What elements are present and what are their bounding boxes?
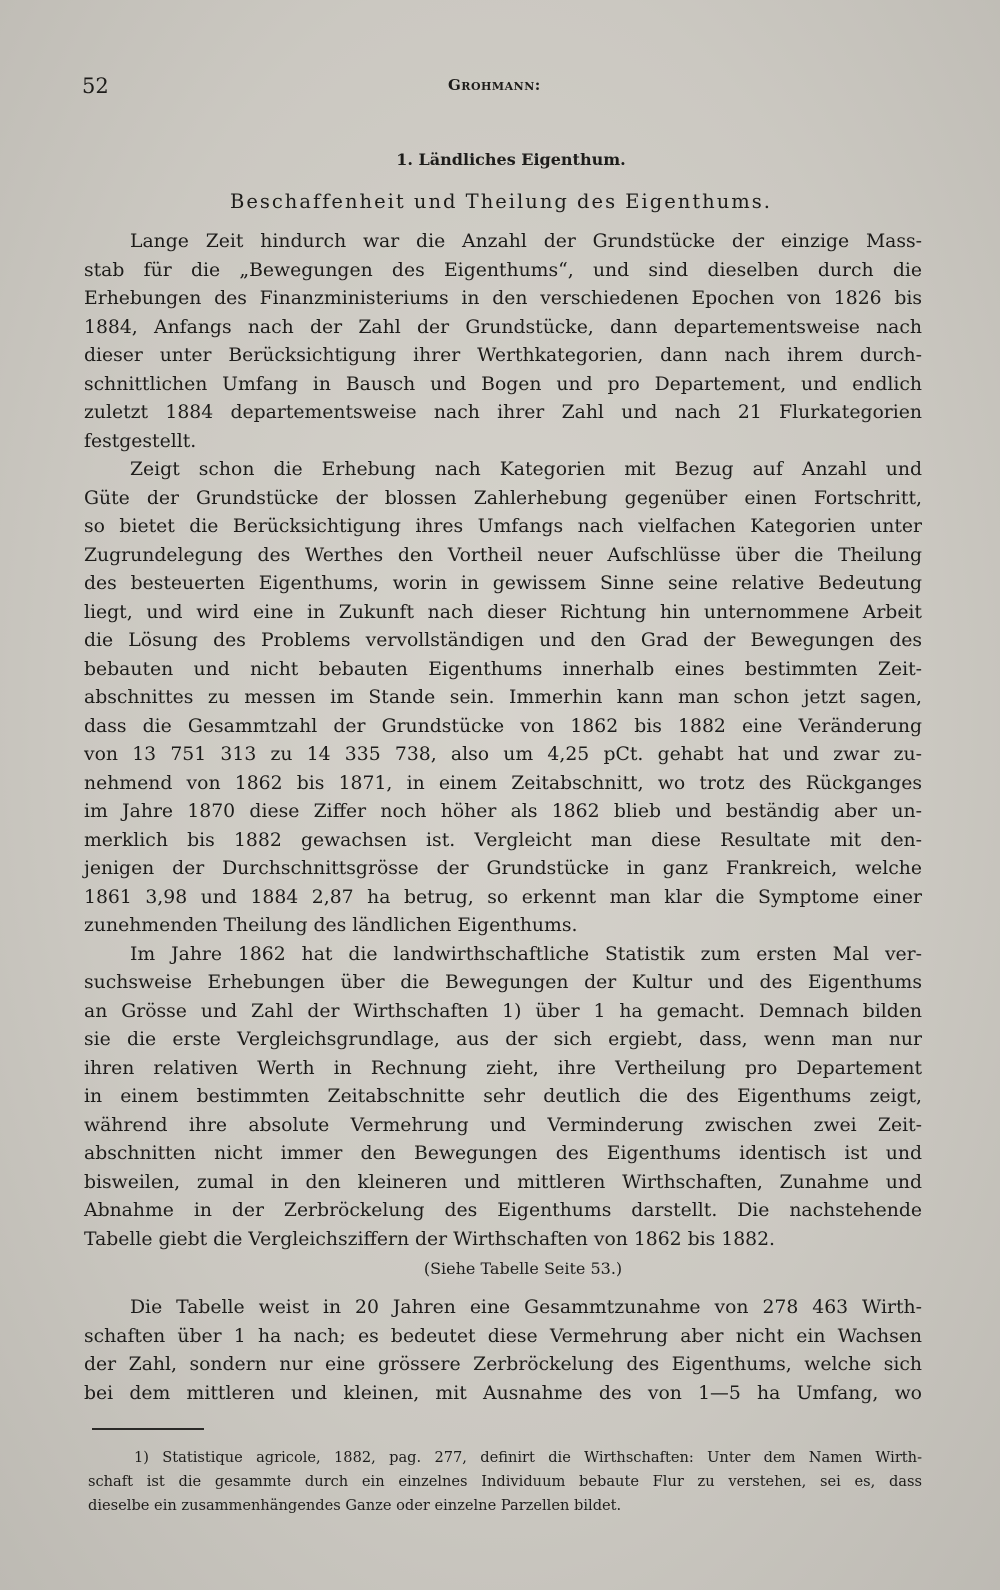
footnote-line: schaft ist die gesammte durch ein einzelnes Individuum bebaute Flur zu verstehen, sei es, dass [88, 1473, 922, 1490]
text-line: suchsweise Erhebungen über die Bewegungen der Kultur und des Eigenthums [84, 972, 922, 993]
text-line: Tabelle giebt die Vergleichsziffern der Wirthschaften von 1862 bis 1882. [84, 1228, 776, 1250]
text-line: merklich bis 1882 gewachsen ist. Vergleicht man diese Resultate mit den- [84, 829, 922, 851]
text-line: zunehmenden Theilung des ländlichen Eigenthums. [84, 915, 578, 936]
text-line: von 13 751 313 zu 14 335 738, also um 4,25 pCt. gehabt hat und zwar zu- [84, 744, 922, 765]
text-line: dass die Gesammtzahl der Grundstücke von 1862 bis 1882 eine Veränderung [84, 715, 922, 737]
text-line: nehmend von 1862 bis 1871, in einem Zeitabschnitt, wo trotz des Rückganges [84, 772, 922, 794]
text-line: Erhebungen des Finanzministeriums in den verschiedenen Epochen von 1826 bis [84, 288, 922, 309]
running-title: Grohmann: [448, 76, 541, 94]
text-line: abschnitten nicht immer den Bewegungen des Eigenthums identisch ist und [84, 1143, 922, 1164]
text-line: Güte der Grundstücke der blossen Zahlerhebung gegenüber einen Fortschritt, [84, 487, 922, 509]
text-line: Zeigt schon die Erhebung nach Kategorien mit Bezug auf Anzahl und [130, 459, 922, 480]
footnote-line: dieselbe ein zusammenhängendes Ganze oder einzelne Parzellen bildet. [88, 1497, 622, 1514]
text-line: bei dem mittleren und kleinen, mit Ausnahme des von 1—5 ha Umfang, wo [84, 1382, 922, 1404]
text-line: festgestellt. [84, 430, 197, 452]
section-heading: 1. Ländliches Eigenthum. [396, 150, 626, 169]
text-line: 1861 3,98 und 1884 2,87 ha betrug, so erkennt man klar die Symptome einer [84, 886, 922, 908]
text-line: bisweilen, zumal in den kleineren und mittleren Wirthschaften, Zunahme und [84, 1171, 922, 1193]
page-number: 52 [82, 74, 109, 98]
text-line: Abnahme in der Zerbröckelung des Eigenthums darstellt. Die nachstehende [84, 1200, 922, 1221]
text-line: schaften über 1 ha nach; es bedeutet diese Vermehrung aber nicht ein Wachsen [84, 1325, 922, 1347]
text-line: die Lösung des Problems vervollständigen und den Grad der Bewegungen des [84, 630, 922, 651]
body-text [84, 228, 922, 1408]
text-line: liegt, und wird eine in Zukunft nach dieser Richtung hin unternommene Arbeit [84, 601, 922, 623]
footnote-line: 1) Statistique agricole, 1882, pag. 277, definirt die Wirthschaften: Unter dem Namen Wirth- [134, 1449, 922, 1466]
text-line: zuletzt 1884 departementsweise nach ihrer Zahl und nach 21 Flurkategorien [84, 402, 922, 423]
text-line: stab für die „Bewegungen des Eigenthums“, und sind dieselben durch die [84, 259, 922, 281]
text-line: Lange Zeit hindurch war die Anzahl der Grundstücke der einzige Mass- [130, 231, 922, 252]
text-line: Die Tabelle weist in 20 Jahren eine Gesammtzunahme von 278 463 Wirth- [130, 1297, 922, 1318]
running-head [82, 74, 922, 102]
footnote-divider [92, 1428, 204, 1430]
text-line: des besteuerten Eigenthums, worin in gewissem Sinne seine relative Bedeutung [84, 573, 922, 594]
section-subheading: Beschaffenheit und Theilung des Eigenthums. [230, 190, 772, 213]
text-line: jenigen der Durchschnittsgrösse der Grundstücke in ganz Frankreich, welche [84, 858, 922, 879]
text-line: dieser unter Berücksichtigung ihrer Werthkategorien, dann nach ihrem durch- [84, 345, 922, 366]
text-line: an Grösse und Zahl der Wirthschaften 1) über 1 ha gemacht. Demnach bilden [84, 1000, 922, 1022]
footnotes [88, 1446, 922, 1518]
table-reference: (Siehe Tabelle Seite 53.) [423, 1259, 623, 1278]
text-line: so bietet die Berücksichtigung ihres Umfangs nach vielfachen Kategorien unter [84, 516, 922, 537]
text-line: abschnittes zu messen im Stande sein. Immerhin kann man schon jetzt sagen, [84, 687, 922, 708]
text-line: während ihre absolute Vermehrung und Verminderung zwischen zwei Zeit- [84, 1114, 922, 1136]
text-line: in einem bestimmten Zeitabschnitte sehr deutlich die des Eigenthums zeigt, [84, 1086, 922, 1107]
text-line: im Jahre 1870 diese Ziffer noch höher als 1862 blieb und beständig aber un- [84, 801, 922, 822]
text-line: der Zahl, sondern nur eine grössere Zerbröckelung des Eigenthums, welche sich [84, 1354, 922, 1375]
text-line: schnittlichen Umfang in Bausch und Bogen und pro Departement, und endlich [84, 373, 922, 395]
text-line: sie die erste Vergleichsgrundlage, aus der sich ergiebt, dass, wenn man nur [84, 1029, 922, 1050]
text-line: Zugrundelegung des Werthes den Vortheil neuer Aufschlüsse über die Theilung [84, 544, 922, 566]
text-line: bebauten und nicht bebauten Eigenthums innerhalb eines bestimmten Zeit- [84, 658, 922, 680]
text-line: ihren relativen Werth in Rechnung zieht, ihre Vertheilung pro Departement [84, 1057, 922, 1079]
text-line: Im Jahre 1862 hat die landwirthschaftliche Statistik zum ersten Mal ver- [130, 943, 922, 965]
text-line: 1884, Anfangs nach der Zahl der Grundstücke, dann departementsweise nach [84, 316, 922, 338]
